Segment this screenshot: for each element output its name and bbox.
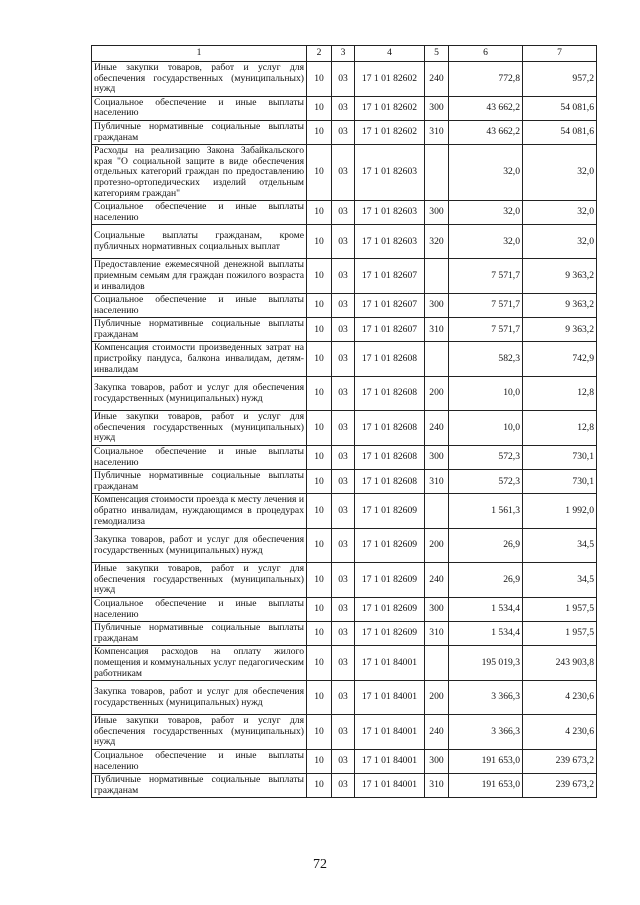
row-amount-col6: 10,0 [449, 411, 523, 446]
row-name: Социальное обеспечение и иные выплаты населению [92, 96, 307, 120]
row-name: Иные закупки товаров, работ и услуг для обеспечения государственных (муниципальных) нужд [92, 411, 307, 446]
row-name: Публичные нормативные социальные выплаты гражданам [92, 120, 307, 144]
row-target-article: 17 1 01 82603 [355, 201, 425, 225]
row-subsection: 03 [332, 774, 355, 798]
table-row [92, 259, 597, 294]
row-name: Публичные нормативные социальные выплаты гражданам [92, 774, 307, 798]
row-name: Иные закупки товаров, работ и услуг для обеспечения государственных (муниципальных) нужд [92, 715, 307, 750]
row-target-article: 17 1 01 82608 [355, 342, 425, 377]
table-row [92, 563, 597, 598]
row-expense-type: 300 [425, 749, 449, 773]
table-row [92, 145, 597, 201]
row-amount-col6: 195 019,3 [449, 646, 523, 681]
row-subsection: 03 [332, 318, 355, 342]
budget-table [91, 45, 597, 798]
row-section: 10 [307, 646, 332, 681]
row-subsection: 03 [332, 120, 355, 144]
row-subsection: 03 [332, 411, 355, 446]
row-expense-type [425, 259, 449, 294]
row-subsection: 03 [332, 681, 355, 715]
row-section: 10 [307, 318, 332, 342]
row-name: Социальное обеспечение и иные выплаты населению [92, 446, 307, 470]
row-amount-col6: 1 534,4 [449, 622, 523, 646]
row-target-article: 17 1 01 82603 [355, 145, 425, 201]
table-row [92, 120, 597, 144]
row-name: Компенсация стоимости проезда к месту лечения и обратно инвалидам, нуждающимся в процедурах гемодиализа [92, 494, 307, 529]
row-name: Социальное обеспечение и иные выплаты населению [92, 749, 307, 773]
table-row [92, 749, 597, 773]
row-expense-type: 240 [425, 411, 449, 446]
header-col-4: 4 [355, 46, 425, 62]
row-section: 10 [307, 120, 332, 144]
header-col-2: 2 [307, 46, 332, 62]
row-expense-type [425, 145, 449, 201]
row-amount-col6: 26,9 [449, 529, 523, 563]
row-expense-type [425, 494, 449, 529]
row-target-article: 17 1 01 82608 [355, 411, 425, 446]
row-target-article: 17 1 01 84001 [355, 749, 425, 773]
row-section: 10 [307, 749, 332, 773]
row-expense-type: 310 [425, 470, 449, 494]
row-expense-type: 300 [425, 597, 449, 621]
row-subsection: 03 [332, 646, 355, 681]
row-amount-col7: 1 957,5 [523, 597, 597, 621]
table-row [92, 774, 597, 798]
row-section: 10 [307, 470, 332, 494]
row-target-article: 17 1 01 82608 [355, 446, 425, 470]
row-name: Закупка товаров, работ и услуг для обеспечения государственных (муниципальных) нужд [92, 681, 307, 715]
row-amount-col7: 32,0 [523, 201, 597, 225]
row-target-article: 17 1 01 82607 [355, 318, 425, 342]
row-target-article: 17 1 01 82607 [355, 259, 425, 294]
row-target-article: 17 1 01 82603 [355, 225, 425, 259]
row-amount-col7: 1 957,5 [523, 622, 597, 646]
row-amount-col6: 7 571,7 [449, 294, 523, 318]
row-name: Социальное обеспечение и иные выплаты населению [92, 201, 307, 225]
row-target-article: 17 1 01 84001 [355, 715, 425, 750]
row-section: 10 [307, 294, 332, 318]
row-amount-col7: 9 363,2 [523, 294, 597, 318]
row-amount-col6: 1 534,4 [449, 597, 523, 621]
row-amount-col6: 26,9 [449, 563, 523, 598]
row-expense-type: 310 [425, 120, 449, 144]
row-amount-col7: 957,2 [523, 62, 597, 97]
row-subsection: 03 [332, 377, 355, 411]
table-row [92, 225, 597, 259]
row-amount-col6: 32,0 [449, 225, 523, 259]
row-expense-type: 310 [425, 622, 449, 646]
page-number: 72 [313, 857, 327, 872]
row-section: 10 [307, 622, 332, 646]
row-expense-type: 300 [425, 294, 449, 318]
row-section: 10 [307, 715, 332, 750]
row-subsection: 03 [332, 201, 355, 225]
row-amount-col6: 572,3 [449, 446, 523, 470]
table-row [92, 622, 597, 646]
row-expense-type: 200 [425, 681, 449, 715]
row-subsection: 03 [332, 96, 355, 120]
row-section: 10 [307, 446, 332, 470]
table-row [92, 377, 597, 411]
row-name: Компенсация стоимости произведенных затрат на пристройку пандуса, балкона инвалидам, детям-инвалидам [92, 342, 307, 377]
row-target-article: 17 1 01 82602 [355, 120, 425, 144]
table-header-row [92, 46, 597, 62]
row-section: 10 [307, 145, 332, 201]
row-expense-type: 300 [425, 201, 449, 225]
row-name: Социальные выплаты гражданам, кроме публичных нормативных социальных выплат [92, 225, 307, 259]
row-subsection: 03 [332, 446, 355, 470]
table-row [92, 96, 597, 120]
row-name: Расходы на реализацию Закона Забайкальского края "О социальной защите в виде обеспечения отдельных категорий граждан по предоставлению протезно-ортопедических изделий отдельным категориям граждан" [92, 145, 307, 201]
row-amount-col7: 54 081,6 [523, 120, 597, 144]
row-amount-col6: 43 662,2 [449, 96, 523, 120]
row-amount-col7: 34,5 [523, 563, 597, 598]
row-section: 10 [307, 494, 332, 529]
row-subsection: 03 [332, 715, 355, 750]
row-amount-col7: 12,8 [523, 411, 597, 446]
row-expense-type: 200 [425, 377, 449, 411]
header-col-5: 5 [425, 46, 449, 62]
row-name: Публичные нормативные социальные выплаты гражданам [92, 622, 307, 646]
row-expense-type: 240 [425, 563, 449, 598]
row-name: Публичные нормативные социальные выплаты гражданам [92, 318, 307, 342]
row-amount-col7: 239 673,2 [523, 749, 597, 773]
row-expense-type: 240 [425, 62, 449, 97]
row-target-article: 17 1 01 82608 [355, 470, 425, 494]
row-amount-col6: 3 366,3 [449, 715, 523, 750]
row-amount-col6: 582,3 [449, 342, 523, 377]
row-amount-col6: 191 653,0 [449, 774, 523, 798]
row-amount-col7: 12,8 [523, 377, 597, 411]
header-col-7: 7 [523, 46, 597, 62]
table-row [92, 318, 597, 342]
table-body [92, 62, 597, 798]
row-section: 10 [307, 377, 332, 411]
table-row [92, 494, 597, 529]
row-target-article: 17 1 01 82609 [355, 597, 425, 621]
row-name: Социальное обеспечение и иные выплаты населению [92, 597, 307, 621]
row-expense-type: 310 [425, 774, 449, 798]
row-section: 10 [307, 342, 332, 377]
row-section: 10 [307, 529, 332, 563]
row-amount-col7: 4 230,6 [523, 681, 597, 715]
row-amount-col6: 7 571,7 [449, 318, 523, 342]
row-amount-col7: 730,1 [523, 446, 597, 470]
row-amount-col7: 243 903,8 [523, 646, 597, 681]
row-section: 10 [307, 259, 332, 294]
row-expense-type: 240 [425, 715, 449, 750]
table-row [92, 446, 597, 470]
table-row [92, 411, 597, 446]
row-target-article: 17 1 01 82609 [355, 529, 425, 563]
row-expense-type: 310 [425, 318, 449, 342]
row-amount-col6: 7 571,7 [449, 259, 523, 294]
row-expense-type: 300 [425, 96, 449, 120]
row-name: Иные закупки товаров, работ и услуг для обеспечения государственных (муниципальных) нужд [92, 62, 307, 97]
row-name: Иные закупки товаров, работ и услуг для обеспечения государственных (муниципальных) нужд [92, 563, 307, 598]
row-section: 10 [307, 563, 332, 598]
row-amount-col7: 54 081,6 [523, 96, 597, 120]
row-amount-col7: 32,0 [523, 225, 597, 259]
row-target-article: 17 1 01 82602 [355, 96, 425, 120]
row-name: Компенсация расходов на оплату жилого помещения и коммунальных услуг педагогическим работникам [92, 646, 307, 681]
row-target-article: 17 1 01 82602 [355, 62, 425, 97]
row-name: Социальное обеспечение и иные выплаты населению [92, 294, 307, 318]
row-subsection: 03 [332, 259, 355, 294]
row-amount-col7: 1 992,0 [523, 494, 597, 529]
table-row [92, 62, 597, 97]
row-section: 10 [307, 225, 332, 259]
row-target-article: 17 1 01 82609 [355, 563, 425, 598]
row-amount-col6: 772,8 [449, 62, 523, 97]
table-row [92, 715, 597, 750]
row-name: Закупка товаров, работ и услуг для обеспечения государственных (муниципальных) нужд [92, 529, 307, 563]
row-subsection: 03 [332, 622, 355, 646]
row-subsection: 03 [332, 529, 355, 563]
row-expense-type: 200 [425, 529, 449, 563]
row-amount-col7: 34,5 [523, 529, 597, 563]
row-expense-type: 320 [425, 225, 449, 259]
row-amount-col6: 1 561,3 [449, 494, 523, 529]
row-section: 10 [307, 411, 332, 446]
row-amount-col7: 239 673,2 [523, 774, 597, 798]
table-row [92, 597, 597, 621]
row-amount-col7: 730,1 [523, 470, 597, 494]
row-subsection: 03 [332, 470, 355, 494]
row-name: Публичные нормативные социальные выплаты гражданам [92, 470, 307, 494]
row-amount-col7: 9 363,2 [523, 318, 597, 342]
header-col-3: 3 [332, 46, 355, 62]
row-amount-col6: 10,0 [449, 377, 523, 411]
row-subsection: 03 [332, 62, 355, 97]
table-row [92, 646, 597, 681]
row-subsection: 03 [332, 145, 355, 201]
row-target-article: 17 1 01 82608 [355, 377, 425, 411]
row-target-article: 17 1 01 82609 [355, 622, 425, 646]
row-name: Закупка товаров, работ и услуг для обеспечения государственных (муниципальных) нужд [92, 377, 307, 411]
row-amount-col7: 32,0 [523, 145, 597, 201]
row-section: 10 [307, 774, 332, 798]
row-subsection: 03 [332, 563, 355, 598]
header-col-6: 6 [449, 46, 523, 62]
row-subsection: 03 [332, 494, 355, 529]
row-expense-type: 300 [425, 446, 449, 470]
row-section: 10 [307, 681, 332, 715]
table-row [92, 681, 597, 715]
row-subsection: 03 [332, 597, 355, 621]
row-subsection: 03 [332, 749, 355, 773]
row-amount-col7: 742,9 [523, 342, 597, 377]
row-section: 10 [307, 96, 332, 120]
row-amount-col6: 43 662,2 [449, 120, 523, 144]
row-target-article: 17 1 01 84001 [355, 646, 425, 681]
row-amount-col6: 32,0 [449, 201, 523, 225]
table-row [92, 201, 597, 225]
row-target-article: 17 1 01 82609 [355, 494, 425, 529]
row-section: 10 [307, 62, 332, 97]
row-target-article: 17 1 01 82607 [355, 294, 425, 318]
header-col-1: 1 [92, 46, 307, 62]
table-row [92, 470, 597, 494]
row-amount-col6: 191 653,0 [449, 749, 523, 773]
table-row [92, 529, 597, 563]
row-name: Предоставление ежемесячной денежной выплаты приемным семьям для граждан пожилого возраста и инвалидов [92, 259, 307, 294]
row-target-article: 17 1 01 84001 [355, 774, 425, 798]
row-section: 10 [307, 201, 332, 225]
row-subsection: 03 [332, 342, 355, 377]
row-amount-col6: 32,0 [449, 145, 523, 201]
row-section: 10 [307, 597, 332, 621]
row-expense-type [425, 342, 449, 377]
row-subsection: 03 [332, 225, 355, 259]
row-subsection: 03 [332, 294, 355, 318]
row-amount-col7: 4 230,6 [523, 715, 597, 750]
table-row [92, 342, 597, 377]
row-expense-type [425, 646, 449, 681]
table-row [92, 294, 597, 318]
row-target-article: 17 1 01 84001 [355, 681, 425, 715]
row-amount-col6: 572,3 [449, 470, 523, 494]
row-amount-col6: 3 366,3 [449, 681, 523, 715]
row-amount-col7: 9 363,2 [523, 259, 597, 294]
